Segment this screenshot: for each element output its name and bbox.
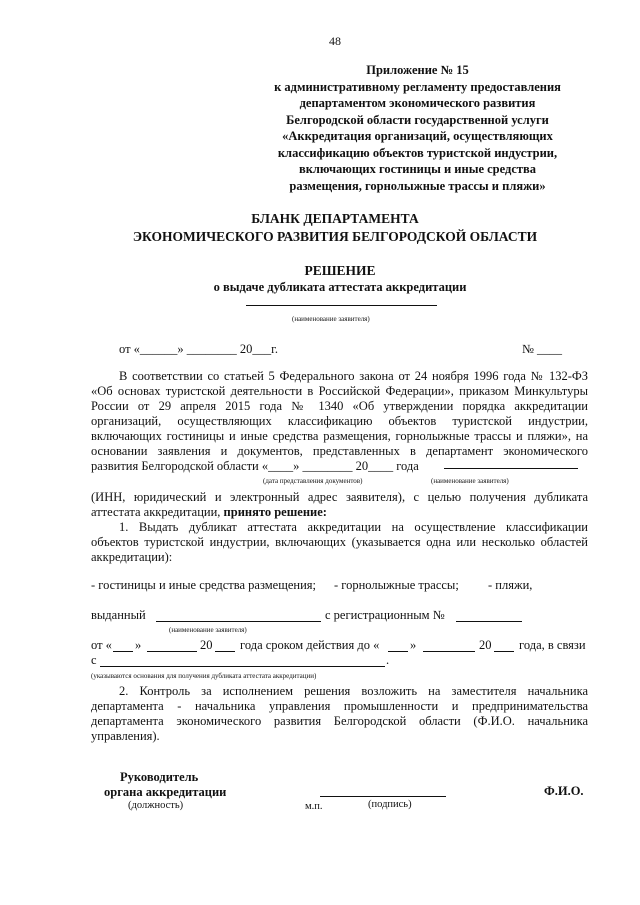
option-ski-trails: - горнолыжные трассы; [334, 578, 459, 592]
blank-line-1: БЛАНК ДЕПАРТАМЕНТА [251, 211, 419, 226]
appendix-line: «Аккредитация организаций, осуществляющих [282, 129, 553, 143]
signature-caption: (подпись) [368, 799, 412, 810]
decision-subtitle: о выдаче дубликата аттестата аккредитации [213, 280, 467, 294]
decision-phrase: принято решение: [223, 505, 327, 519]
year-prefix-2: 20 [479, 638, 492, 652]
valid-year-line [494, 651, 514, 652]
paragraph-legal-basis [91, 369, 588, 474]
signature-line [320, 796, 446, 797]
text-line: департамента - начальника управления промышленности и предпринимательства [91, 699, 588, 713]
option-beaches: - пляжи, [488, 578, 533, 592]
reason-line [100, 666, 385, 667]
head-organ: органа аккредитации [104, 785, 227, 799]
applicant-fill-line [444, 468, 578, 469]
text-line: аттестата аккредитации, принято решение: [91, 505, 327, 519]
text-line: 2. Контроль за исполнением решения возложить на заместителя начальника [119, 684, 588, 698]
seal-place: м.п. [305, 801, 323, 812]
year-prefix: 20 [200, 638, 213, 652]
quote-close: » [135, 638, 142, 652]
reason-dot: . [386, 653, 390, 667]
reg-number-label: с регистрационным № [325, 608, 445, 622]
text-line: 1. Выдать дубликат аттестата аккредитации на осуществление классификации [119, 520, 588, 534]
text-line: (ИНН, юридический и электронный адрес заявителя), с целью получения дубликата [91, 490, 588, 504]
reg-number-line [456, 621, 522, 622]
appendix-line: к административному регламенту предоставления [274, 79, 561, 94]
text-line: включающих гостиницы и иные средства размещения, горнолыжные трассы и пляжи», на [91, 429, 588, 443]
appendix-line: департаментом экономического развития [299, 96, 536, 110]
decision-date: от «______» ________ 20___г. [119, 342, 279, 356]
validity-term: года сроком действия до « [240, 638, 380, 652]
full-name-placeholder: Ф.И.О. [544, 784, 584, 798]
appendix-line: классификацию объектов туристской индустрии, [277, 145, 558, 160]
decision-title: РЕШЕНИЕ [304, 263, 376, 278]
reason-prefix: с [91, 653, 97, 667]
paragraph-purpose [91, 490, 588, 520]
issued-name-line [156, 621, 321, 622]
valid-day-line [388, 651, 408, 652]
text-line: развития Белгородской области «____» ________ 20____ года [91, 459, 419, 473]
text-line: основании заявления и документов, представленных в департамент экономического [91, 444, 588, 458]
department-blank-header [0, 210, 640, 246]
item-1 [91, 520, 588, 565]
month-line [147, 651, 197, 652]
applicant-name-line [246, 305, 437, 306]
blank-line-2: ЭКОНОМИЧЕСКОГО РАЗВИТИЯ БЕЛГОРОДСКОЙ ОБЛАСТИ [132, 229, 538, 244]
in-connection: года, в связи [519, 638, 586, 652]
appendix-header [250, 62, 585, 194]
head-title: Руководитель [120, 770, 199, 784]
text-line: аккредитации): [91, 550, 173, 564]
option-hotels: - гостиницы и иные средства размещения; [91, 578, 316, 592]
issued-label: выданный [91, 608, 146, 622]
page-number: 48 [329, 34, 341, 48]
text-line: «Об основах туристской деятельности в Российской Федерации», приказом Минкультуры [91, 384, 588, 398]
item-2 [91, 684, 588, 744]
appendix-line: размещения, горнолыжные трассы и пляжи» [289, 178, 546, 193]
text-line: В соответствии со статьей 5 Федерального закона от 24 ноября 1996 года № 132-ФЗ [119, 369, 588, 383]
text-line: организаций, осуществляющих классификацию объектов туристской индустрии, [91, 414, 588, 428]
text-line: России от 29 апреля 2015 года № 1340 «Об утверждении порядка аккредитации [91, 399, 588, 413]
day-line [113, 651, 133, 652]
text-line: объектов туристской индустрии, включающих (указывается одна или несколько областей [91, 535, 588, 549]
text-line: департамента экономического развития Белгородской области (Ф.И.О. начальника [91, 714, 588, 728]
date-caption: (дата представления документов) [263, 477, 363, 485]
year-line [215, 651, 235, 652]
text-line: управления). [91, 729, 160, 743]
valid-month-line [423, 651, 475, 652]
applicant-caption: (наименование заявителя) [292, 315, 370, 323]
issued-applicant-caption: (наименование заявителя) [169, 626, 247, 634]
appendix-line: Белгородской области государственной услуги [286, 112, 549, 127]
quote-close-2: » [410, 638, 417, 652]
appendix-line: Приложение № 15 [366, 63, 469, 77]
position-caption: (должность) [128, 800, 184, 811]
issued-from: от « [91, 638, 112, 652]
decision-number: № ____ [522, 342, 563, 356]
applicant-caption-2: (наименование заявителя) [431, 477, 509, 485]
appendix-line: включающих гостиницы и иные средства [298, 162, 537, 176]
basis-caption: (указываются основания для получения дубликата аттестата аккредитации) [91, 672, 317, 680]
